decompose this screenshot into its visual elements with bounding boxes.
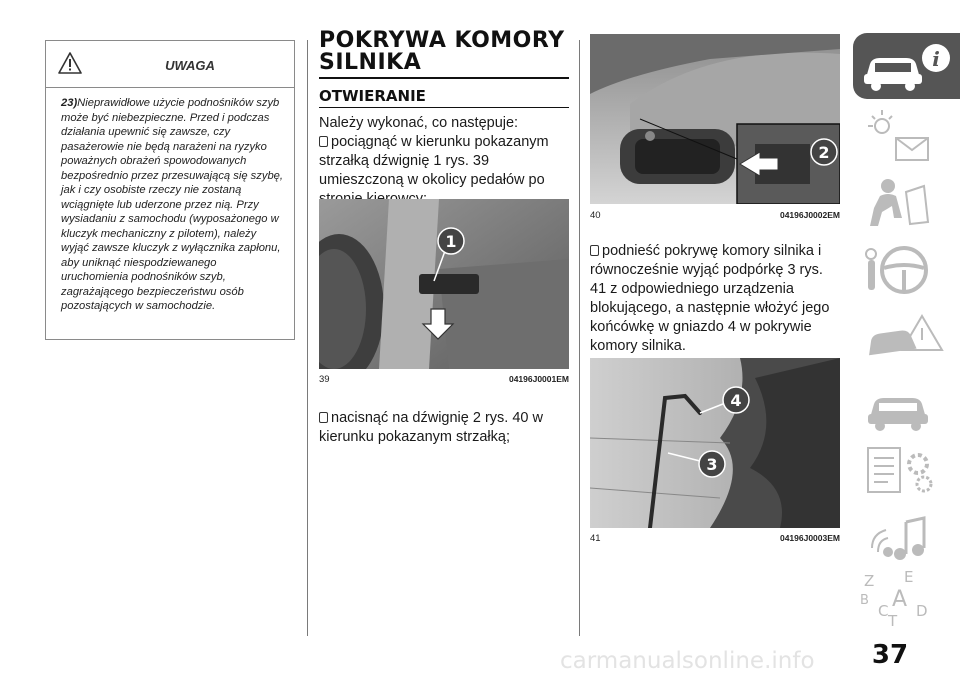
maintenance-icon xyxy=(858,440,958,500)
main-column xyxy=(319,30,569,209)
index-letter-b: B xyxy=(860,593,869,608)
bullet-box-icon xyxy=(319,412,328,423)
section-subtitle: OTWIERANIE xyxy=(319,87,426,105)
multimedia-icon xyxy=(858,508,958,568)
figure-41-callout-3: 3 xyxy=(706,455,718,474)
figure-40-caption xyxy=(590,210,840,222)
car-info-icon xyxy=(858,36,958,96)
section-title-line1: POKRYWA KOMORY xyxy=(319,28,565,53)
index-letter-t: T xyxy=(888,612,898,628)
step-3-text: podnieść pokrywę komory silnika i równocześnie wyjąć podpórkę 3 rys. 41 z odpowiedniego urządzenia blokującego, a następnie włożyć jego końcówkę w gniazdo 4 w pokrywie komory silnika. xyxy=(590,243,830,354)
figure-40-callout: 2 xyxy=(818,143,830,162)
index-letter-z: Z xyxy=(864,572,875,590)
svg-text:i: i xyxy=(932,47,940,71)
warning-body: Nieprawidłowe użycie podnośników szyb może być niebezpieczne. Przed i podczas działania upewnić się zawsze, czy pasażerowie nie będą narażeni na ryzyko poważnych obrażeń spowodowanych bezpośrednio przez przesuwającą się szybę, jak i czy osobiste rzeczy nie zostaną wciągnięte lub uderzone przez nią. Przy wysiadaniu z samochodu (wyposażonego w kluczyk mechaniczny z pilotem), należy wyjąć zawsze kluczyk z wyłącznika zapłonu, aby uniknąć niespodziewanego uruchomienia podnośników szyb, zagrażającego bezpieczeństwu osób pozostających w samochodzie. xyxy=(61,97,284,312)
section-title-line2: SILNIKA xyxy=(319,50,422,75)
figure-39-image xyxy=(319,199,569,369)
warning-title: UWAGA xyxy=(165,58,215,73)
column-divider-left xyxy=(307,40,308,636)
figure-41-image xyxy=(590,358,840,528)
bullet-box-icon xyxy=(319,136,328,147)
figure-41-number: 41 xyxy=(590,533,601,544)
warning-text xyxy=(46,88,294,314)
step-3 xyxy=(590,242,840,356)
index-icon xyxy=(858,568,958,628)
figure-39-callout: 1 xyxy=(445,232,457,251)
figure-39-code: 04196J0001EM xyxy=(508,374,569,384)
intro-text: Należy wykonać, co następuje: xyxy=(319,115,519,131)
index-letter-a: A xyxy=(892,587,908,612)
index-letter-d: D xyxy=(916,602,928,620)
subtitle-rule xyxy=(319,107,569,108)
step-1-text: pociągnąć w kierunku pokazanym strzałką dźwignię 1 rys. 39 umieszczoną w okolicy pedałów po xyxy=(319,134,549,188)
title-rule xyxy=(319,77,569,79)
figure-39-number: 39 xyxy=(319,374,330,385)
index-letter-c: C xyxy=(878,602,889,620)
warning-ref: 23) xyxy=(61,97,78,109)
warning-header xyxy=(46,41,294,88)
step-2 xyxy=(319,409,569,447)
page-number: 37 xyxy=(871,640,909,670)
index-letter-e: E xyxy=(904,568,914,586)
figure-41-caption xyxy=(590,533,840,545)
figure-40-code: 04196J0002EM xyxy=(779,210,840,220)
car-icon xyxy=(858,374,958,434)
figure-41-callout-4: 4 xyxy=(730,391,742,410)
warning-lights-icon xyxy=(858,104,958,164)
figure-41-code: 04196J0003EM xyxy=(779,533,840,543)
step-1 xyxy=(319,133,569,209)
figure-39-caption xyxy=(319,374,569,386)
accident-icon xyxy=(858,306,958,366)
figure-40-number: 40 xyxy=(590,210,601,221)
safety-airbag-icon xyxy=(858,172,958,232)
watermark: carmanualsonline.info xyxy=(560,648,815,674)
step-2-text: nacisnąć na dźwignię 2 rys. 40 w kierunku pokazanym strzałką; xyxy=(319,410,543,445)
figure-40-image xyxy=(590,34,840,204)
steering-wheel-icon xyxy=(858,238,958,298)
warning-box xyxy=(45,40,295,340)
bullet-box-icon xyxy=(590,245,599,256)
column-divider-right xyxy=(579,40,580,636)
